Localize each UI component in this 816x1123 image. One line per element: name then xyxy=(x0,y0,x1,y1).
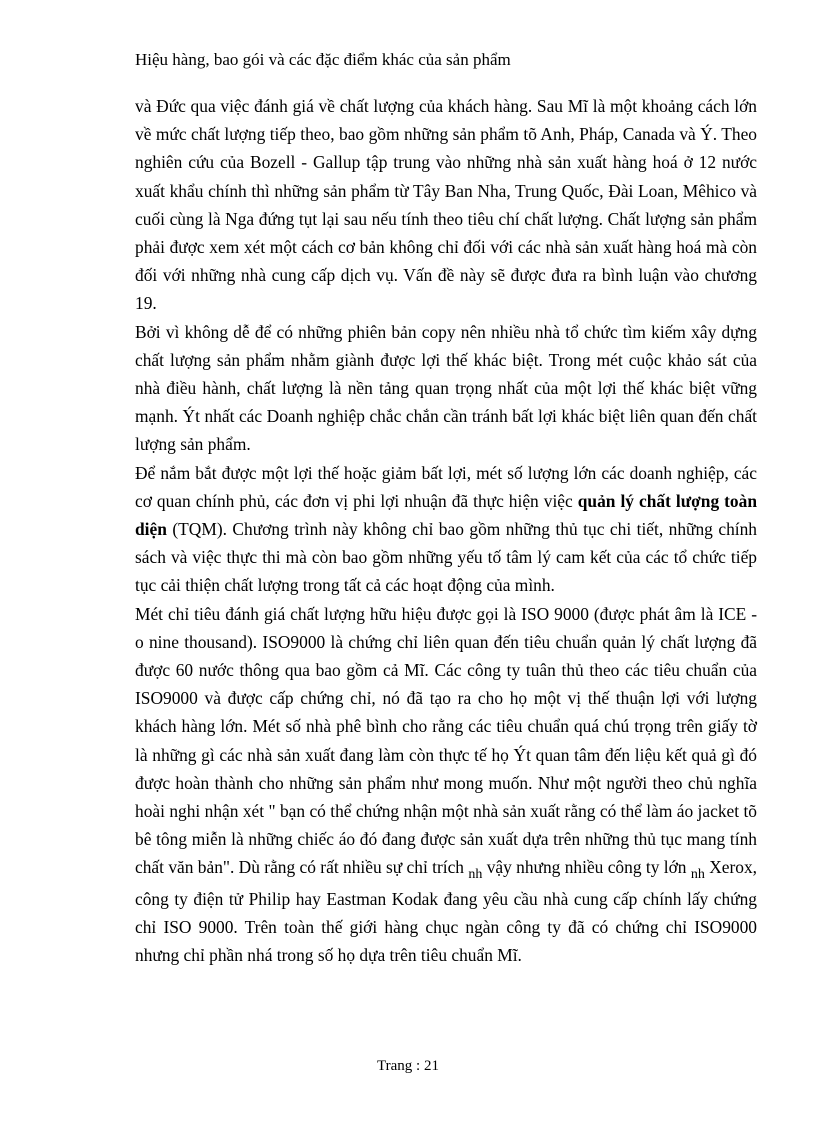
paragraph-3-text-a: Để nắm bắt được một lợi thế hoặc giảm bất lợi, mét số lượng lớn các doanh nghiệp, các cơ quan chính phủ, các đơn vị phi lợi nhuận đã thực hiện việc xyxy=(135,462,757,511)
paragraph-4-fragment-1: nh xyxy=(468,867,483,883)
paragraph-4 xyxy=(135,600,757,970)
paragraph-4-text-c: Xerox, công ty điện tử Philip hay Eastman Kodak đang yêu cầu nhà cung cấp chính lấy chứng chỉ ISO 9000. Trên toàn thế giới hàng chục ngàn công ty đã có chứng chỉ ISO9000 nhưng chỉ phần nhá trong số họ dựa trên tiêu chuẩn Mĩ. xyxy=(135,857,758,966)
paragraph-1: và Đức qua việc đánh giá về chất lượng của khách hàng. Sau Mĩ là một khoảng cách lớn về mức chất lượng tiếp theo, bao gồm những sản phẩm tõ Anh, Pháp, Canada và Ý. Theo nghiên cứu của Bozell - Gallup tập trung vào những nhà sản xuất hàng hoá ở 12 nước xuất khẩu chính thì những sản phẩm từ Tây Ban Nha, Trung Quốc, Đài Loan, Mêhico và cuối cùng là Nga đứng tụt lại sau nếu tính theo tiêu chí chất lượng. Chất lượng sản phẩm phải được xem xét một cách cơ bản không chỉ đối với các nhà sản xuất hàng hoá mà còn đối với những nhà cung cấp dịch vụ. Vấn đề này sẽ được đưa ra bình luận vào chương 19. xyxy=(135,96,757,314)
page-number: Trang : 21 xyxy=(377,1058,439,1074)
paragraph-3-text-b: (TQM). Chương trình này không chỉ bao gồm những thủ tục chi tiết, những chính sách và việc thực thi mà còn bao gồm những yếu tố tâm lý cam kết của các tổ chức tiếp tục cải thiện chất lượng trong tất cả các hoạt động của mình. xyxy=(135,519,757,596)
paragraph-4-text-a: Mét chỉ tiêu đánh giá chất lượng hữu hiệu được gọi là ISO 9000 (được phát âm là ICE - o nine thousand). ISO9000 là chứng chỉ liên quan đến tiêu chuẩn quản lý chất lượng đã được 60 nước thông qua bao gồm cả Mĩ. Các công ty tuân thủ theo các tiêu chuẩn của ISO9000 và được cấp chứng chỉ, nó đã tạo ra cho họ một vị thế thuận lợi với lượng khách hàng lớn. Mét số nhà phê bình cho rằng các tiêu chuẩn quá chú trọng trên giấy tờ là những gì các nhà sản xuất đang làm còn thực tế họ Ýt quan tâm đến liệu kết quả gì đó được hoàn thành cho những sản phẩm như mong muốn. Như một người theo chủ nghĩa hoài nghi nhận xét " bạn có thể chứng nhận một nhà sản xuất rằng có thể làm áo jacket tõ bê tông miễn là những chiếc áo đó đang được sản xuất dựa trên những thủ tục mang tính chất văn bản". Dù rằng có rất nhiều sự chỉ trích xyxy=(135,603,757,878)
tqm-term: quản lý chất lượng toàn diện xyxy=(135,490,757,540)
paragraph-2: Bởi vì không dễ để có những phiên bản copy nên nhiều nhà tổ chức tìm kiếm xây dựng chất lượng sản phẩm nhằm giành được lợi thế khác biệt. Trong mét cuộc khảo sát của nhà điều hành, chất lượng là nền tảng quan trọng nhất của một lợi thế khác biệt vững mạnh. Ýt nhất các Doanh nghiệp chắc chắn cần tránh bất lợi khác biệt liên quan đến chất lượng sản phẩm. xyxy=(135,321,757,455)
paragraph-4-fragment-2: nh xyxy=(690,867,705,883)
body-text xyxy=(135,92,757,969)
paragraph-4-text-b: vậy nhưng nhiều công ty lớn xyxy=(482,857,687,878)
paragraph-3 xyxy=(135,459,757,600)
page-header: Hiệu hàng, bao gói và các đặc điểm khác của sản phẩm xyxy=(135,50,511,69)
